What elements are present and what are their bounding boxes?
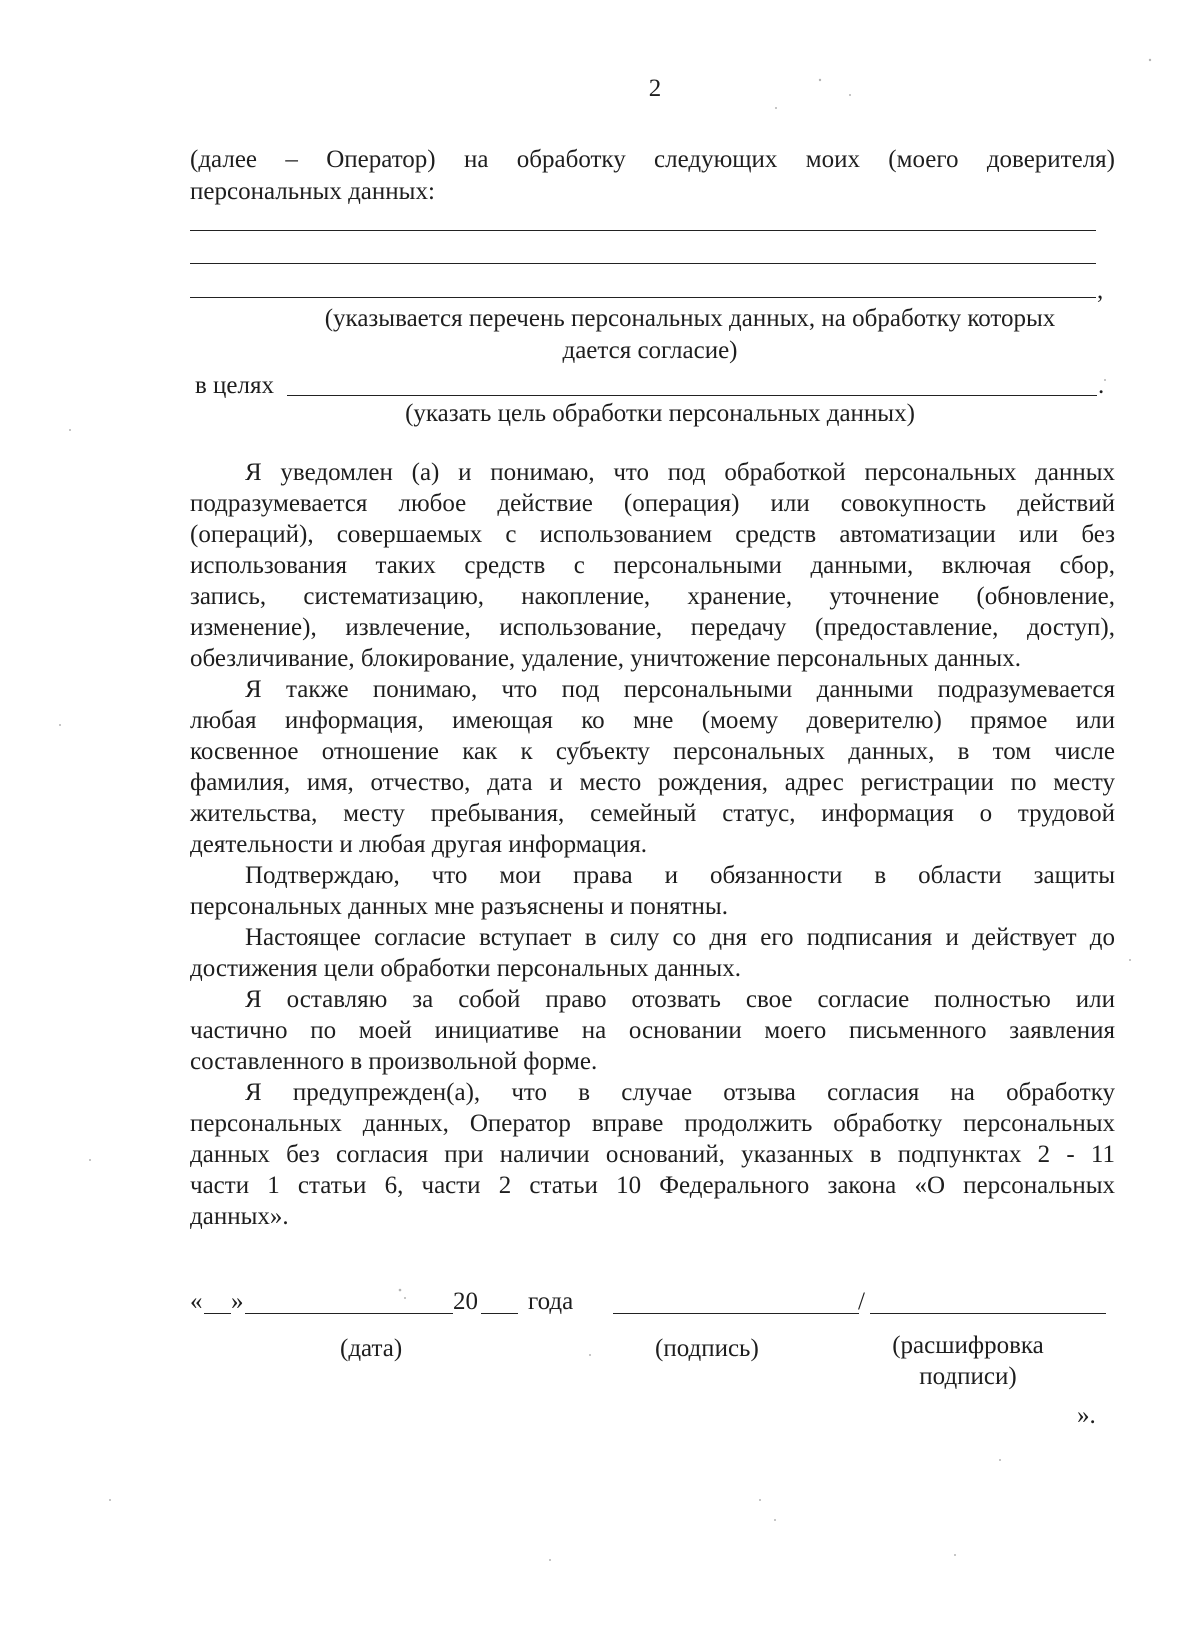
paragraph-line: данных». <box>190 1203 289 1230</box>
paragraph-line: достижения цели обработки персональных данных. <box>190 955 741 982</box>
paragraph-line: фамилия, имя, отчество, дата и место рождения, адрес регистрации по месту <box>190 769 1115 796</box>
paragraph-line: косвенное отношение как к субъекту персональных данных, в том числе <box>190 738 1115 765</box>
paragraph-3 <box>190 860 1115 922</box>
paragraph-line: Подтверждаю, что мои права и обязанности в области защиты <box>245 862 1115 889</box>
intro-line-2: персональных данных: <box>190 178 435 205</box>
paragraph-2 <box>190 674 1115 860</box>
closing-quote: ». <box>1077 1402 1096 1429</box>
date-day-blank <box>204 1313 231 1314</box>
blank-line-3 <box>190 297 1096 298</box>
date-quote-close: » <box>231 1288 244 1315</box>
date-year-word: года <box>528 1288 574 1315</box>
paragraph-line: составленного в произвольной форме. <box>190 1048 598 1075</box>
paragraph-line: подразумевается любое действие (операция) или совокупность действий <box>190 490 1115 517</box>
date-year-blank <box>481 1313 518 1314</box>
paragraph-line: обезличивание, блокирование, удаление, уничтожение персональных данных. <box>190 645 1021 672</box>
blank-line-1 <box>190 230 1096 231</box>
page-number: 2 <box>648 75 662 102</box>
paragraph-4 <box>190 922 1115 984</box>
paragraph-line: Я также понимаю, что под персональными данными подразумевается <box>245 676 1115 703</box>
signature-slash: / <box>858 1288 865 1315</box>
paragraph-6 <box>190 1077 1115 1232</box>
paragraph-line: использования таких средств с персональными данными, включая сбор, <box>190 552 1115 579</box>
purpose-label: в целях <box>195 372 275 399</box>
body-text <box>190 457 1115 1232</box>
paragraph-line: (операций), совершаемых с использованием средств автоматизации или без <box>190 521 1115 548</box>
paragraph-line: данных без согласия при наличии оснований, указанных в подпунктах 2 - 11 <box>190 1141 1115 1168</box>
date-label: (дата) <box>340 1335 403 1362</box>
paragraph-1 <box>190 457 1115 674</box>
blank-line-2 <box>190 263 1096 264</box>
paragraph-line: Я уведомлен (а) и понимаю, что под обработкой персональных данных <box>245 459 1115 486</box>
paragraph-line: персональных данных мне разъяснены и понятны. <box>190 893 728 920</box>
paragraph-line: изменение), извлечение, использование, передачу (предоставление, доступ), <box>190 614 1115 641</box>
paragraph-line: Я оставляю за собой право отозвать свое согласие полностью или <box>245 986 1115 1013</box>
paragraph-line: персональных данных, Оператор вправе продолжить обработку персональных <box>190 1110 1115 1137</box>
paragraph-line: любая информация, имеющая ко мне (моему доверителю) прямое или <box>190 707 1115 734</box>
purpose-hint: (указать цель обработки персональных данных) <box>405 400 915 427</box>
paragraph-line: запись, систематизацию, накопление, хранение, уточнение (обновление, <box>190 583 1115 610</box>
list-hint-line-1: (указывается перечень персональных данных, на обработку которых <box>324 305 1056 332</box>
signature-decode-label-2: подписи) <box>919 1363 1017 1390</box>
paragraph-line: частично по моей инициативе на основании моего письменного заявления <box>190 1017 1115 1044</box>
blank-line-comma: , <box>1097 277 1104 304</box>
paragraph-line: Настоящее согласие вступает в силу со дня его подписания и действует до <box>245 924 1115 951</box>
purpose-end: . <box>1098 372 1105 399</box>
paragraph-line: части 1 статьи 6, части 2 статьи 10 Федерального закона «О персональных <box>190 1172 1115 1199</box>
list-hint-line-2: дается согласие) <box>562 337 738 364</box>
paragraph-line: деятельности и любая другая информация. <box>190 831 648 858</box>
signature-label: (подпись) <box>655 1335 759 1362</box>
intro-line-1: (далее – Оператор) на обработку следующих моих (моего доверителя) <box>190 146 1115 173</box>
paragraph-5 <box>190 984 1115 1077</box>
signature-decode-blank <box>870 1313 1106 1314</box>
date-quote-open: « <box>190 1288 203 1315</box>
signature-blank <box>613 1313 859 1314</box>
date-month-blank <box>245 1313 453 1314</box>
paragraph-line: жительства, месту пребывания, семейный статус, информация о трудовой <box>190 800 1115 827</box>
signature-decode-label-1: (расшифровка <box>892 1332 1044 1359</box>
paragraph-line: Я предупрежден(а), что в случае отзыва согласия на обработку <box>245 1079 1115 1106</box>
date-year-prefix: 20 <box>453 1288 478 1315</box>
purpose-blank-line <box>287 395 1097 396</box>
